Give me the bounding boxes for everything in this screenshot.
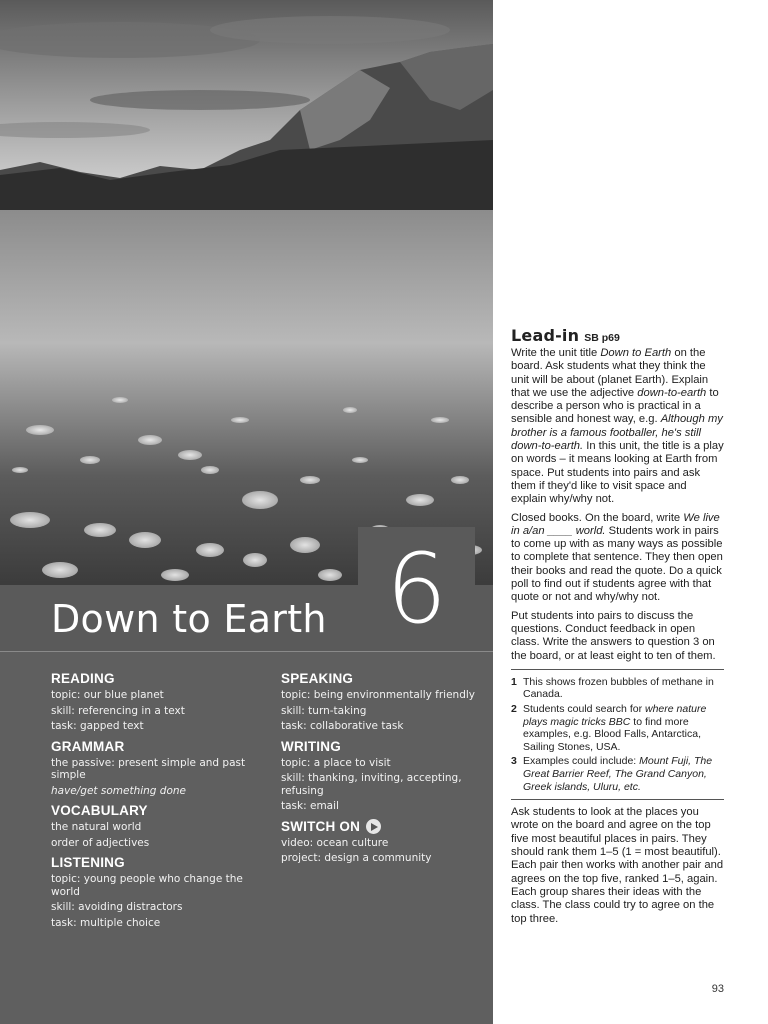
lead-in-heading: [511, 326, 724, 345]
section-vocabulary: [51, 803, 266, 849]
section-heading: VOCABULARY: [51, 803, 148, 818]
paragraph: Ask students to look at the places you wrote on the board and agree on the top five most beautiful places in pairs. They should rank them 1–5 (1 = most beautiful). Each pair then works with another pair and agrees on the top five, ranked 1–5, again. Each group shares their ideas with the class. The class could try to agree on the top three.: [511, 806, 724, 925]
page-number: 93: [711, 983, 724, 995]
paragraph: Write the unit title Down to Earth on the board. Ask students what they think the unit will be about (planet Earth). Explain that we use the adjective down-to-earth to describe a person who is practical in a sensible and honest way, e.g. Although my brother is a famous footballer, he's still down-to-earth. In this unit, the title is a play on words – it means looking at Earth from space. Put students into pairs and ask them if they'd like to visit space and explain why/why not.: [511, 347, 724, 506]
answer-note: 1 This shows frozen bubbles of methane in Canada.: [511, 675, 714, 701]
section-item: order of adjectives: [51, 836, 150, 849]
section-heading: LISTENING: [51, 855, 125, 870]
section-heading: READING: [51, 671, 115, 686]
divider: [511, 669, 724, 670]
play-icon: [366, 819, 381, 834]
contents-column-1: [51, 671, 266, 935]
section-heading-row: [281, 819, 493, 835]
contents-column-2: [281, 671, 493, 871]
section-speaking: [281, 671, 493, 733]
section-item: video: ocean culture: [281, 836, 389, 849]
section-heading: SPEAKING: [281, 671, 354, 686]
frozen-lake-photo: [0, 0, 493, 590]
section-item: the natural world: [51, 821, 142, 833]
section-item: have/get something done: [51, 784, 187, 797]
section-item: task: email: [281, 800, 339, 812]
section-grammar: [51, 739, 266, 798]
lead-in-page-ref: SB p69: [584, 332, 620, 344]
section-item: the passive: present simple and past simple: [51, 756, 246, 781]
section-listening: [51, 855, 266, 929]
section-item: project: design a community: [281, 852, 432, 864]
divider: [511, 799, 724, 800]
paragraph: Put students into pairs to discuss the questions. Conduct feedback in open class. Write the answers to question 3 on the board, or at least eight to ten of them.: [511, 609, 716, 662]
section-item: topic: our blue planet: [51, 689, 164, 701]
section-writing: [281, 739, 493, 813]
section-heading: WRITING: [281, 738, 341, 754]
answer-note: 3 Examples could include: Mount Fuji, The Great Barrier Reef, The Grand Canyon, Greek islands, Uluru, etc.: [511, 755, 713, 793]
section-item: task: multiple choice: [51, 916, 161, 929]
unit-title: Down to Earth: [51, 597, 327, 641]
teacher-notes: [511, 326, 724, 931]
paragraph: Closed books. On the board, write We live in a/an ____ world. Students work in pairs to come up with as many ways as possible to complete that sentence. They then open their books and read the quote. Do a quick poll to find out if students agree with that quote or not and why/why not.: [511, 511, 723, 604]
section-reading: [51, 671, 266, 733]
divider: [0, 651, 493, 652]
section-item: topic: young people who change the world: [51, 873, 243, 898]
section-item: task: collaborative task: [281, 720, 404, 732]
section-heading: SWITCH ON: [281, 818, 361, 834]
section-item: skill: thanking, inviting, accepting, refusing: [281, 772, 462, 797]
section-item: skill: avoiding distractors: [51, 901, 183, 913]
section-item: topic: being environmentally friendly: [281, 689, 476, 701]
section-switch-on: [281, 819, 493, 865]
section-heading: GRAMMAR: [51, 738, 125, 754]
section-item: skill: referencing in a text: [51, 704, 185, 717]
unit-number: 6: [385, 533, 448, 645]
lead-in-title: Lead-in: [511, 326, 580, 345]
answer-note: 2 Students could search for where nature plays magic tricks BBC to find more examples, e.g. Blood Falls, Antarctica, Sailing Stones, USA.: [511, 703, 707, 753]
section-item: topic: a place to visit: [281, 756, 391, 769]
section-item: skill: turn-taking: [281, 704, 367, 717]
section-item: task: gapped text: [51, 720, 144, 732]
